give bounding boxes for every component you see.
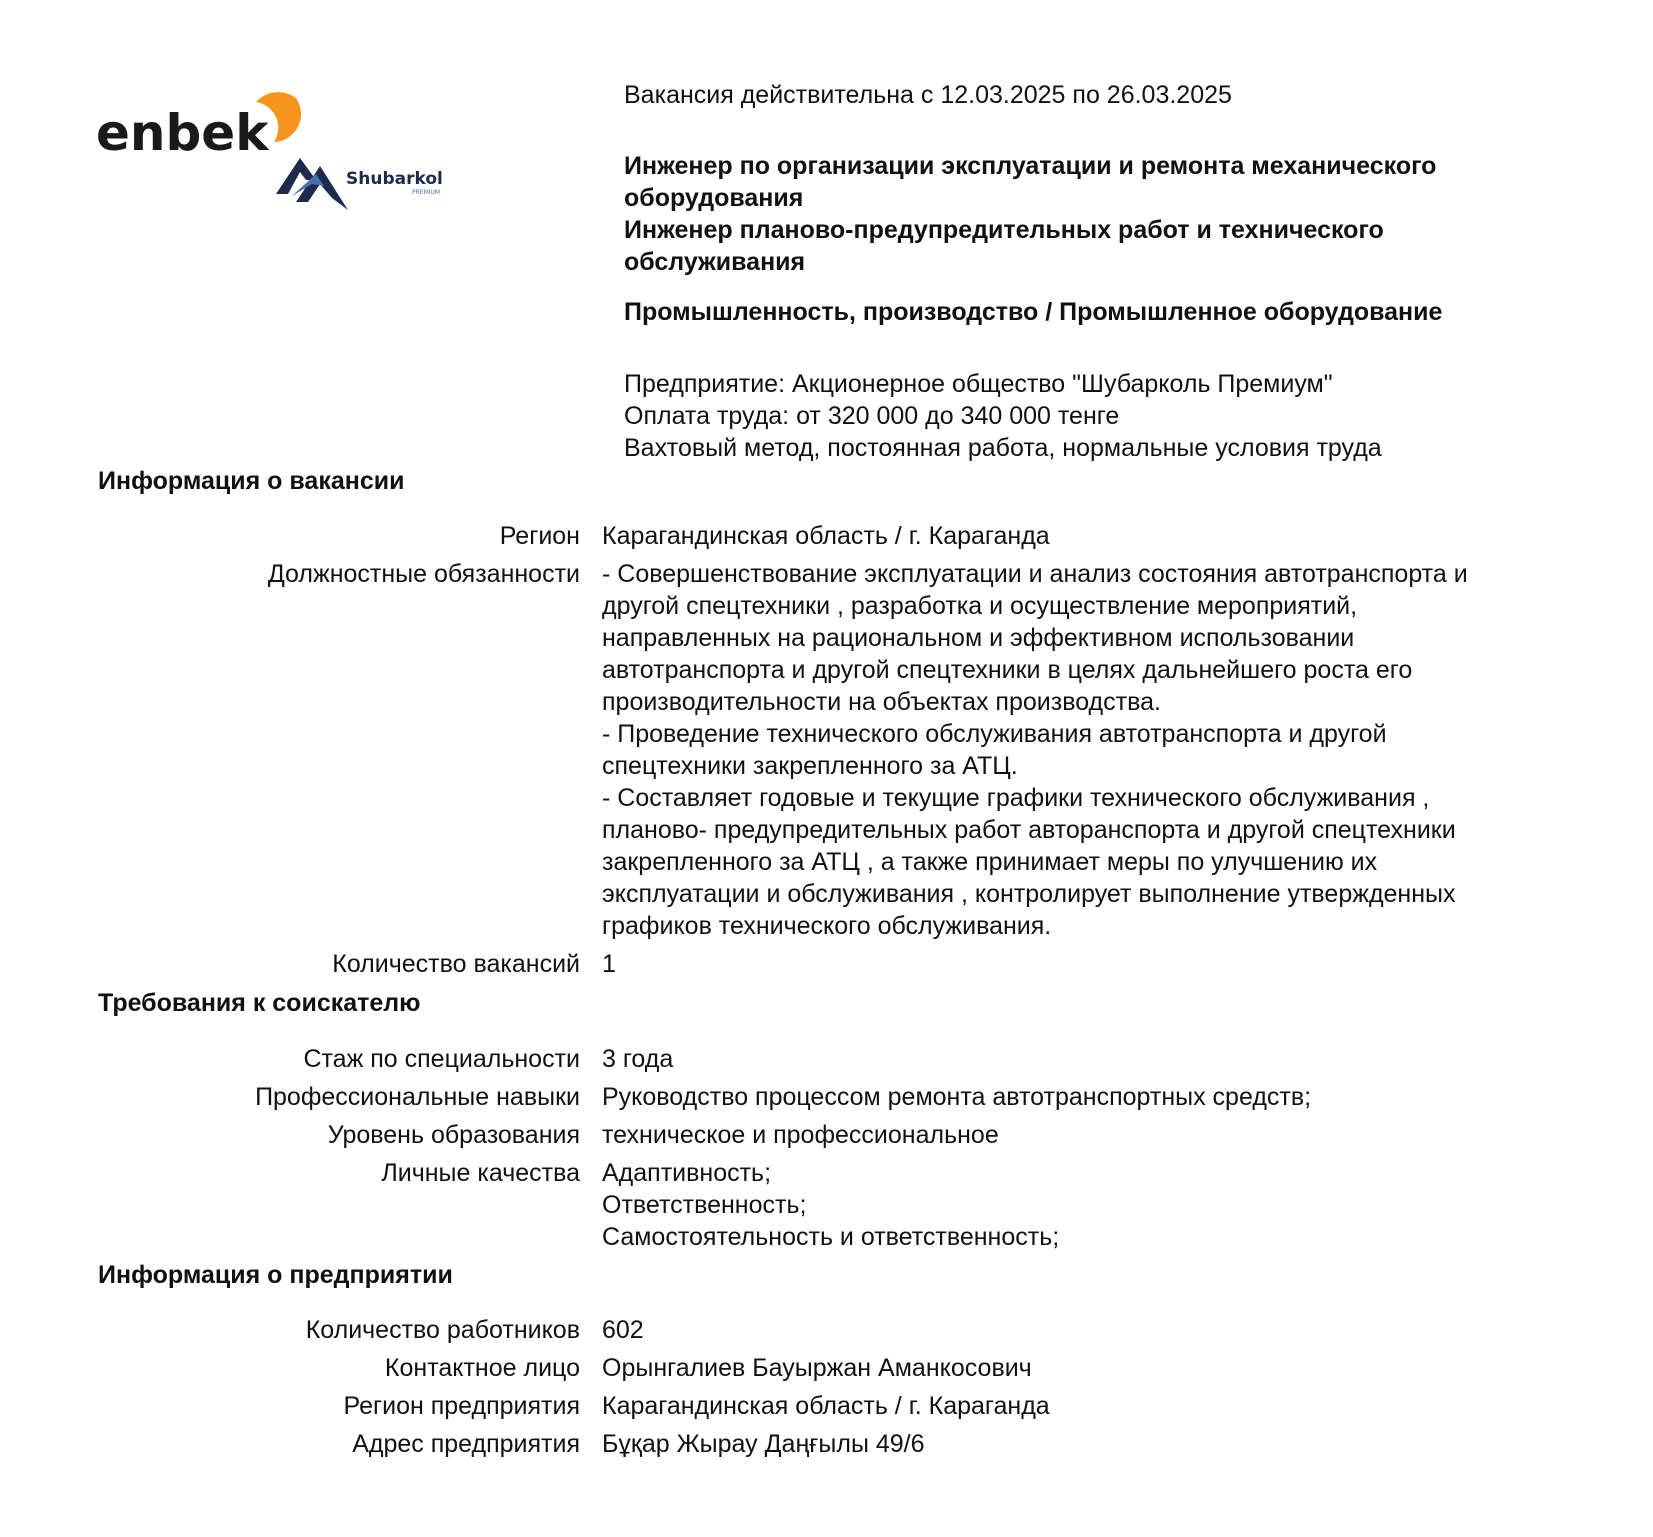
duties-line: направленных на рациональном и эффективном использовании	[602, 624, 1355, 652]
region-row	[0, 520, 1653, 552]
duties-line: производительности на объектах производства.	[602, 688, 1161, 716]
qualities-line: Самостоятельность и ответственность;	[602, 1223, 1060, 1251]
qualities-row	[0, 1157, 1653, 1253]
duties-line: автотранспорта и другой спецтехники в целях дальнейшего роста его	[602, 656, 1413, 684]
company-region-label: Регион предприятия	[343, 1392, 580, 1420]
vacancy-count-value: 1	[602, 950, 616, 978]
employees-row	[0, 1314, 1653, 1346]
position-title-line-1: Инженер по организации эксплуатации и ремонта механического	[624, 152, 1437, 180]
duties-label: Должностные обязанности	[267, 560, 580, 588]
company-info-section	[0, 1314, 1653, 1466]
experience-label: Стаж по специальности	[303, 1045, 580, 1073]
qualities-line: Адаптивность;	[602, 1159, 772, 1187]
duties-line: - Проведение технического обслуживания автотранспорта и другой	[602, 720, 1387, 748]
company-info-heading: Информация о предприятии	[98, 1261, 453, 1289]
education-label: Уровень образования	[327, 1121, 580, 1149]
work-conditions: Вахтовый метод, постоянная работа, нормальные условия труда	[624, 434, 1382, 462]
shubarkol-logo-text: Shubarkol	[346, 169, 443, 189]
experience-row	[0, 1043, 1653, 1075]
duties-line: - Совершенствование эксплуатации и анализ состояния автотранспорта и	[602, 560, 1468, 588]
employees-label: Количество работников	[305, 1316, 580, 1344]
duties-value	[602, 558, 1562, 942]
qualities-line: Ответственность;	[602, 1191, 807, 1219]
shubarkol-logo	[276, 154, 446, 216]
company-region-row	[0, 1390, 1653, 1422]
skills-row	[0, 1081, 1653, 1113]
requirements-heading: Требования к соискателю	[98, 989, 421, 1017]
enbek-logo	[96, 80, 306, 160]
vacancy-info-section	[0, 520, 1653, 986]
duties-row	[0, 558, 1653, 942]
company-region-value: Карагандинская область / г. Караганда	[602, 1392, 1050, 1420]
vacancy-count-row	[0, 948, 1653, 980]
qualities-label: Личные качества	[381, 1159, 580, 1187]
duties-line: закрепленного за АТЦ , а также принимает меры по улучшению их	[602, 848, 1378, 876]
contact-row	[0, 1352, 1653, 1384]
position-title-line-2: оборудования	[624, 184, 804, 212]
address-value: Бұқар Жырау Даңғылы 49/6	[602, 1430, 925, 1458]
validity-period: Вакансия действительна с 12.03.2025 по 26.03.2025	[624, 81, 1232, 109]
contact-value: Орынгалиев Бауыржан Аманкосович	[602, 1354, 1032, 1382]
contact-label: Контактное лицо	[384, 1354, 580, 1382]
industry-category: Промышленность, производство / Промышленное оборудование	[624, 298, 1443, 326]
address-row	[0, 1428, 1653, 1460]
duties-line: спецтехники закрепленного за АТЦ.	[602, 752, 1018, 780]
skills-value: Руководство процессом ремонта автотранспортных средств;	[602, 1083, 1312, 1111]
duties-line: - Составляет годовые и текущие графики технического обслуживания ,	[602, 784, 1430, 812]
enbek-logo-text: enbek	[96, 104, 269, 160]
duties-line: другой спецтехники , разработка и осуществление мероприятий,	[602, 592, 1358, 620]
requirements-section	[0, 1043, 1653, 1259]
skills-label: Профессиональные навыки	[255, 1083, 580, 1111]
address-label: Адрес предприятия	[352, 1430, 580, 1458]
duties-line: графиков технического обслуживания.	[602, 912, 1052, 940]
education-value: техническое и профессиональное	[602, 1121, 999, 1149]
experience-value: 3 года	[602, 1045, 674, 1073]
duties-line: планово- предупредительных работ авторанспорта и другой спецтехники	[602, 816, 1456, 844]
position-title-line-4: обслуживания	[624, 248, 806, 276]
region-value: Карагандинская область / г. Караганда	[602, 522, 1050, 550]
salary-range: Оплата труда: от 320 000 до 340 000 тенге	[624, 402, 1120, 430]
region-label: Регион	[499, 522, 580, 550]
position-title-line-3: Инженер планово-предупредительных работ и технического	[624, 216, 1384, 244]
vacancy-info-heading: Информация о вакансии	[98, 467, 405, 495]
duties-line: эксплуатации и обслуживания , контролирует выполнение утвержденных	[602, 880, 1456, 908]
shubarkol-logo-subtext: PREMIUM	[412, 189, 441, 196]
education-row	[0, 1119, 1653, 1151]
vacancy-count-label: Количество вакансий	[332, 950, 580, 978]
enterprise-name: Предприятие: Акционерное общество "Шубарколь Премиум"	[624, 370, 1333, 398]
vacancy-header	[624, 80, 1584, 464]
employees-value: 602	[602, 1316, 644, 1344]
qualities-value	[602, 1157, 1562, 1253]
